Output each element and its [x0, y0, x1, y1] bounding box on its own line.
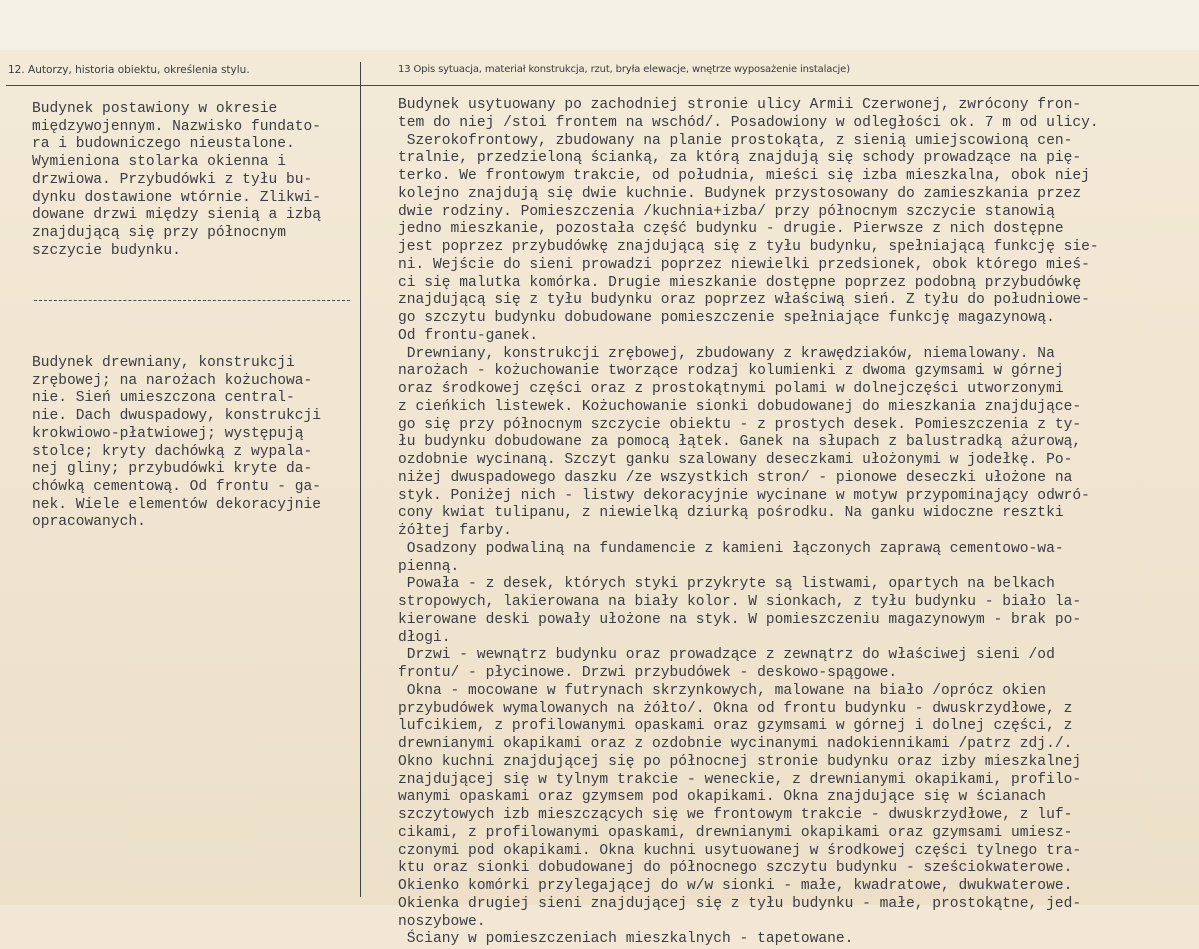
description-line: kolejno znajdują się dwie kuchnie. Budynek przystosowany do zamieszkania przez: [398, 185, 1082, 202]
description-line: żółtej farby.: [398, 523, 512, 539]
history-line: Budynek postawiony w okresie: [32, 101, 278, 117]
history-line: międzywojennym. Nazwisko fundato-: [32, 118, 322, 135]
section-12-header: 12. Autorzy, historia obiektu, określenia stylu.: [8, 64, 250, 76]
description-line: go się przy północnym szczycie obiektu - z prostych desek. Pomieszczenia z ty-: [398, 416, 1082, 433]
history-line: dynku dostawione wtórnie. Zlikwi-: [32, 189, 322, 206]
description-line: Okienka drugiej sieni znajdującej się z tyłu budynku - małe, prostokątne, jed-: [398, 895, 1082, 912]
description-line: Drewniany, konstrukcji zrębowej, zbudowany z krawędziaków, niemalowany. Na: [398, 345, 1055, 362]
description-line: Okna - mocowane w futrynach skrzynkowych, malowane na biało /oprócz okien: [398, 682, 1047, 699]
description-line: Osadzony podwaliną na fundamencie z kamieni łączonych zaprawą cementowo-wa-: [398, 540, 1064, 557]
description-line: jedno mieszkanie, pozostała część budynku - drugie. Pierwsze z nich dostępne: [398, 221, 1064, 238]
description-line: Okienko komórki przylegającej do w/w sionki - małe, kwadratowe, dwukwaterowe.: [398, 878, 1073, 894]
style-line: chówką cementową. Od frontu - ga-: [32, 478, 322, 495]
description-line: stropowych, lakierowana na biały kolor. W sionkach, z tyłu budynku - biało la-: [398, 594, 1082, 610]
history-text: [32, 101, 321, 260]
description-line: Szerokofrontowy, zbudowany na planie prostokąta, z sienią umiejscowioną cen-: [398, 132, 1073, 149]
description-line: przybudówek wymalowanych na żółto/. Okna od frontu budynku - dwuskrzydłowe, z: [398, 700, 1073, 717]
description-line: znajdującej się w tylnym trakcie - weneckie, z drewnianymi okapikami, profilo-: [398, 771, 1082, 788]
description-line: kierowane deski powały ułożone na styk. W pomieszczeniu magazynowym - brak po-: [398, 611, 1082, 628]
description-line: ozdobnie wycinaną. Szczyt ganku szalowany deseczkami ułożonymi w jodełkę. Po-: [398, 452, 1073, 468]
building-description-text: [398, 97, 1099, 949]
dashed-separator: [34, 300, 350, 301]
description-line: ktu oraz sionki dobudowanej do północnego szczytu budynku - sześciokwaterowe.: [398, 860, 1073, 877]
description-line: frontu/ - płycinowe. Drzwi przybudówek - deskowo-spągowe.: [398, 665, 898, 681]
column-divider: [360, 62, 361, 897]
description-line: terko. We frontowym trakcie, od południa, mieści się izba mieszkalna, obok niej: [398, 168, 1090, 184]
style-line: nek. Wiele elementów dekoracyjnie: [32, 496, 322, 513]
description-line: czonymi pod okapikami. Okna kuchni usytuowanej w środkowej części tylnego tra-: [398, 842, 1082, 859]
description-line: ni. Wejście do sieni prowadzi poprzez niewielki przedsionek, obok którego mieś-: [398, 256, 1090, 273]
description-line: styk. Poniżej nich - listwy dekoracyjnie wycinane w motyw przypominający odwró-: [398, 487, 1090, 504]
description-line: wanymi opaskami oraz gzymsem pod okapikami. Okna znajdujące się w ścianach: [398, 789, 1047, 806]
description-line: znajdującą się z tyłu budynku oraz poprzez właściwą sień. Z tyłu do południowe-: [398, 292, 1090, 309]
description-line: Drzwi - wewnątrz budynku oraz prowadzące z zewnątrz do właściwej sieni /od: [398, 647, 1055, 664]
description-line: ci się malutka komórka. Drugie mieszkanie dostępne poprzez podobną przybudówkę: [398, 274, 1082, 291]
header-rule: [6, 85, 1199, 86]
description-line: dwie rodziny. Pomieszczenia /kuchnia+izba/ przy północnym szczycie stanowią: [398, 203, 1055, 220]
description-line: tralnie, przedzieloną ścianką, za którą znajdują się schody prowadzące na pię-: [398, 150, 1082, 167]
description-line: tem do niej /stoi frontem na wschód/. Posadowiony w odległości ok. 7 m od ulicy.: [398, 114, 1099, 131]
description-line: Powała - z desek, których styki przykryte są listwami, opartych na belkach: [398, 576, 1055, 593]
history-line: dowane drzwi między sienią a izbą: [32, 207, 322, 224]
description-line: Ściany w pomieszczeniach mieszkalnych - tapetowane.: [398, 931, 854, 948]
style-line: nie. Sień umieszczona central-: [32, 390, 295, 407]
description-line: Okno kuchni znajdującej się po północnej stronie budynku oraz izby mieszkalnej: [398, 753, 1082, 770]
style-line: stolce; kryty dachówką z wypala-: [32, 443, 313, 460]
description-line: noszybowe.: [398, 913, 486, 930]
description-line: drewnianymi okapikami oraz z ozdobnie wycinanymi nadokiennikami /patrz zdj./.: [398, 736, 1073, 752]
style-line: Budynek drewniany, konstrukcji: [32, 355, 295, 371]
description-line: cikami, z profilowanymi opaskami, drewnianymi okapikami oraz gzymsami umiesz-: [398, 824, 1073, 841]
style-description-text: [32, 355, 321, 532]
description-line: narożach - kożuchowanie tworzące rodzaj kolumienki z dwoma gzymsami w górnej: [398, 363, 1064, 380]
description-line: go szczytu budynku dobudowane pomieszczenie spełniające funkcję magazynową.: [398, 310, 1055, 326]
description-line: oraz środkowej części oraz z prostokątnymi polami w dolnejczęści utworzonymi: [398, 381, 1064, 397]
history-line: drzwiowa. Przybudówki z tyłu bu-: [32, 171, 313, 188]
description-line: szczytowych izb mieszczących się we frontowym trakcie - dwuskrzydłowe, z luf-: [398, 807, 1073, 823]
description-line: cony kwiat tulipanu, z niewielką dziurką pośrodku. Na ganku widoczne resztki: [398, 505, 1064, 522]
history-line: szczycie budynku.: [32, 242, 181, 259]
description-line: Budynek usytuowany po zachodniej stronie ulicy Armii Czerwonej, zwrócony fron-: [398, 97, 1082, 113]
history-line: znajdującą się przy północnym: [32, 224, 286, 241]
description-line: Od frontu-ganek.: [398, 327, 539, 344]
description-line: lufcikiem, z profilowanymi opaskami oraz gzymsami w górnej i dolnej części, z: [398, 718, 1073, 735]
history-line: Wymieniona stolarka okienna i: [32, 154, 286, 171]
description-line: łu budynku dobudowane za pomocą łątek. Ganek na słupach z balustradką ażurową,: [398, 434, 1082, 451]
page-top-margin: [0, 0, 1199, 50]
description-line: jest poprzez przybudówkę znajdującą się z tyłu budynku, spełniającą funkcję sie-: [398, 239, 1099, 255]
section-13-header: 13 Opis sytuacja, materiał konstrukcja, rzut, bryła elewacje, wnętrze wyposażenie instalacje): [398, 64, 850, 75]
description-line: z cieńkich listewek. Kożuchowanie sionki dobudowanej do mieszkania znajdujące-: [398, 398, 1082, 415]
style-line: nie. Dach dwuspadowy, konstrukcji: [32, 408, 322, 425]
description-line: dłogi.: [398, 629, 451, 646]
style-line: krokwiowo-płatwiowej; występują: [32, 425, 304, 442]
history-line: ra i budowniczego nieustalone.: [32, 136, 295, 153]
description-line: niżej dwuspadowego daszku /ze wszystkich stron/ - pionowe deseczki ułożone na: [398, 469, 1073, 486]
style-line: opracowanych.: [32, 514, 146, 531]
description-line: pienną.: [398, 558, 460, 575]
style-line: nej gliny; przybudówki kryte da-: [32, 461, 313, 478]
style-line: zrębowej; na narożach kożuchowa-: [32, 372, 313, 389]
